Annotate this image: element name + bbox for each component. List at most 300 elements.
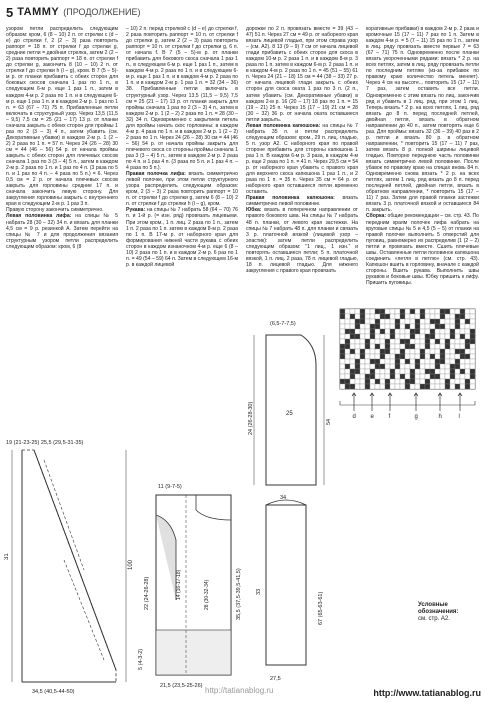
chart-cell <box>375 339 380 344</box>
legend <box>418 602 480 623</box>
chart-cell <box>380 309 385 314</box>
chart-cell <box>360 379 365 384</box>
paragraph <box>246 195 358 207</box>
chart-cell <box>395 364 400 369</box>
chart-cell <box>360 349 365 354</box>
chart-cell <box>390 334 395 339</box>
chart-cell <box>405 379 410 384</box>
chart-cell <box>375 364 380 369</box>
chart-cell <box>355 364 360 369</box>
chart-cell <box>470 334 475 339</box>
chart-cell <box>420 359 425 364</box>
chart-cell <box>465 369 470 374</box>
chart-cell <box>355 379 360 384</box>
neck-curve <box>196 495 231 520</box>
chart-cell <box>455 384 460 389</box>
chart-cell <box>400 329 405 334</box>
chart-cell <box>430 359 435 364</box>
chart-cell <box>390 374 395 379</box>
chart-cell <box>375 334 380 339</box>
chart-cell <box>380 344 385 349</box>
chart-cell <box>435 329 440 334</box>
chart-cell <box>355 349 360 354</box>
chart-cell <box>415 324 420 329</box>
chart-cell <box>385 334 390 339</box>
chart-cell <box>460 384 465 389</box>
hood-pattern-diagram <box>246 305 334 695</box>
chart-cell <box>375 329 380 334</box>
chart-cell <box>450 319 455 324</box>
chart-cell <box>365 339 370 344</box>
chart-cell <box>365 329 370 334</box>
chart-cell <box>425 379 430 384</box>
chart-cell <box>370 379 375 384</box>
chart-cell <box>370 369 375 374</box>
chart-cell <box>365 359 370 364</box>
chart-cell <box>420 369 425 374</box>
chart-cell <box>470 309 475 314</box>
text-column-4 <box>366 26 479 326</box>
chart-cell <box>380 359 385 364</box>
chart-cell <box>350 349 355 354</box>
chart-cell <box>395 344 400 349</box>
chart-cell <box>460 349 465 354</box>
chart-cell <box>385 374 390 379</box>
chart-cell <box>470 319 475 324</box>
chart-cell <box>385 344 390 349</box>
chart-cell <box>345 384 350 389</box>
chart-cell <box>455 369 460 374</box>
chart-cell <box>435 339 440 344</box>
chart-cell <box>425 369 430 374</box>
chart-cell <box>390 329 395 334</box>
chart-cell <box>345 319 350 324</box>
chart-cell <box>440 384 445 389</box>
chart-cell <box>425 349 430 354</box>
chart-cell <box>385 324 390 329</box>
chart-cell <box>395 314 400 319</box>
chart-cell <box>425 324 430 329</box>
chart-cell <box>420 354 425 359</box>
chart-cell <box>460 374 465 379</box>
dim-bodice-side2: 35,5 (37,5-39,5-41,5) <box>236 568 242 620</box>
chart-cell <box>365 354 370 359</box>
chart-cell <box>435 379 440 384</box>
chart-cell <box>400 364 405 369</box>
chart-cell <box>405 359 410 364</box>
chart-cell <box>410 349 415 354</box>
dim-hood-right: 54 <box>326 418 332 425</box>
chart-cell <box>450 314 455 319</box>
chart-cell <box>370 314 375 319</box>
chart-cell <box>445 369 450 374</box>
chart-cell <box>420 319 425 324</box>
chart-cell <box>465 384 470 389</box>
chart-cell <box>430 349 435 354</box>
chart-cell <box>435 374 440 379</box>
chart-cell <box>415 369 420 374</box>
chart-cell <box>355 354 360 359</box>
chart-cell <box>380 324 385 329</box>
chart-cell <box>375 384 380 389</box>
chart-cell <box>390 309 395 314</box>
chart-cell <box>450 369 455 374</box>
chart-cell <box>340 364 345 369</box>
chart-cell <box>450 374 455 379</box>
chart-cell <box>380 379 385 384</box>
chart-cell <box>390 354 395 359</box>
watermark-corner: http://www.tatianablog.ru <box>373 688 481 698</box>
chart-cell <box>440 319 445 324</box>
chart-cell <box>465 364 470 369</box>
chart-cell <box>360 359 365 364</box>
chart-cell <box>370 319 375 324</box>
chart-cell <box>385 314 390 319</box>
chart-cell <box>455 339 460 344</box>
chart-cell <box>350 344 355 349</box>
chart-cell <box>355 384 360 389</box>
chart-cell <box>345 364 350 369</box>
section-body: общие рекомендации – см. стр. 43. По передним краям полочек лифа набрать на круговые спицы № 5 и 4,5 (5 – 5) от планки на правой полочке выполнить 5 отверстий для пуговиц, равномерно их распределив (1 (2 – 2) петли и провязать вместе. Сшить плечевые швы. Оставленные петли половинок капюшона соединить «петля в петлю» (см. стр. 43). Капюшон вшить в горловину, вначале с каждой стороны. Вшить рукава. Выполнить швы рукавов и боковые швы. Юбку пришить к лифу. Пришить пуговицы. <box>366 213 479 286</box>
chart-cell <box>445 384 450 389</box>
dim-hood-mid: 25 <box>286 411 293 417</box>
chart-cell <box>445 329 450 334</box>
chart-cell <box>455 329 460 334</box>
section-title: Юбка: <box>246 207 262 214</box>
chart-cell <box>460 344 465 349</box>
chart-cell <box>360 334 365 339</box>
chart-cell <box>435 354 440 359</box>
chart-cell <box>365 344 370 349</box>
chart-cell <box>355 324 360 329</box>
chart-cell <box>420 374 425 379</box>
chart-cell <box>345 334 350 339</box>
chart-bracket <box>340 401 475 405</box>
chart-cell <box>420 379 425 384</box>
chart-arrow <box>438 393 442 411</box>
chart-cell <box>350 359 355 364</box>
chart-cell <box>340 324 345 329</box>
chart-cell <box>390 384 395 389</box>
chart-cell <box>415 379 420 384</box>
chart-cell <box>400 309 405 314</box>
chart-cell <box>415 319 420 324</box>
chart-cell <box>360 384 365 389</box>
chart-cell <box>340 359 345 364</box>
chart-cell <box>350 374 355 379</box>
chart-cell <box>345 314 350 319</box>
chart-cell <box>425 329 430 334</box>
text-column-1 <box>6 26 118 406</box>
chart-cell <box>365 384 370 389</box>
chart-cell <box>410 329 415 334</box>
section-body: вязать симметрично левой половинке. <box>246 195 358 208</box>
chart-cell <box>455 309 460 314</box>
chart-cell <box>405 314 410 319</box>
chart-cell <box>375 354 380 359</box>
chart-cell <box>440 379 445 384</box>
chart-arrow <box>370 393 374 411</box>
chart-cell <box>340 384 345 389</box>
chart-cell <box>400 344 405 349</box>
chart-cell <box>400 339 405 344</box>
chart-cell <box>370 359 375 364</box>
chart-cell <box>470 369 475 374</box>
chart-cell <box>380 354 385 359</box>
chart-cell <box>420 339 425 344</box>
chart-cell <box>355 374 360 379</box>
chart-cell <box>340 314 345 319</box>
paragraph: Правую сторону закончить симметрично. <box>6 207 104 214</box>
chart-cell <box>360 344 365 349</box>
chart-cell <box>370 334 375 339</box>
chart-cell <box>435 364 440 369</box>
chart-cell <box>355 334 360 339</box>
chart-cell <box>410 369 415 374</box>
chart-cell <box>355 359 360 364</box>
dim-skirt-left: 31 <box>4 553 10 560</box>
chart-cell <box>445 354 450 359</box>
chart-cell <box>460 334 465 339</box>
dim-bodice-bottom: 5 (4-3-2) <box>138 648 144 670</box>
chart-cell <box>470 379 475 384</box>
chart-cell <box>455 354 460 359</box>
section-body: вязать в поперечном направлении от правого бокового шва. На спицы № 7 набрать 48 п. планки, от левого края застежки. На спицы № 7 набрать 48 п. для планки и связать 3 р. платочной вязкой (лицевой узор – эластик): затем петли распределить следующим образом: "1 лиц., 1 изн." и повторять оставшиеся петли; 5 п. платочной вязкой, 1 п. лиц. 2 раза, 78 п. лицевой гладью, 18 п. лицевой гладью. Для нижнего закругления с правого края провязать <box>246 207 358 274</box>
chart-cell <box>360 369 365 374</box>
chart-cell <box>470 359 475 364</box>
chart-cell <box>465 334 470 339</box>
chart-cell <box>425 374 430 379</box>
chart-cell <box>340 309 345 314</box>
chart-cell <box>440 374 445 379</box>
chart-cell <box>365 334 370 339</box>
page-number: 5 <box>6 4 14 20</box>
legend-body: см. стр. А2. <box>418 616 450 622</box>
chart-cell <box>400 354 405 359</box>
chart-cell <box>430 319 435 324</box>
chart-cell <box>395 324 400 329</box>
dim-bodice-small: 21,5 (23,5-25-26) <box>160 683 203 689</box>
skirt-outline <box>22 450 116 682</box>
chart-cell <box>360 324 365 329</box>
chart-cell <box>455 319 460 324</box>
chart-cell <box>385 384 390 389</box>
section-title: Левая половинка капюшона: <box>246 122 321 129</box>
chart-cell <box>390 314 395 319</box>
chart-cell <box>355 344 360 349</box>
skirt-solid-edge <box>34 450 116 670</box>
chart-cell <box>345 354 350 359</box>
chart-cell <box>350 379 355 384</box>
chart-cell <box>395 369 400 374</box>
chart-cell <box>380 364 385 369</box>
dim-hood-left: 24 (26-28-30) <box>248 401 254 435</box>
chart-cell <box>425 319 430 324</box>
chart-cell <box>445 344 450 349</box>
chart-cell <box>395 339 400 344</box>
chart-cell <box>465 324 470 329</box>
chart-cell <box>465 319 470 324</box>
chart-cell <box>410 319 415 324</box>
chart-cell <box>460 309 465 314</box>
chart-cell <box>410 314 415 319</box>
chart-cell <box>355 314 360 319</box>
chart-cell <box>430 314 435 319</box>
chart-cell <box>430 379 435 384</box>
chart-cell <box>395 374 400 379</box>
chart-cell <box>455 334 460 339</box>
chart-cell <box>410 374 415 379</box>
chart-arrow-label: g <box>414 414 418 420</box>
chart-cell <box>375 359 380 364</box>
chart-cell <box>385 339 390 344</box>
chart-cell <box>410 324 415 329</box>
chart-cell <box>460 314 465 319</box>
chart-cell <box>425 364 430 369</box>
chart-cell <box>450 349 455 354</box>
chart-cell <box>470 349 475 354</box>
chart-cell <box>365 309 370 314</box>
chart-cell <box>465 344 470 349</box>
chart-cell <box>450 384 455 389</box>
chart-cell <box>415 344 420 349</box>
chart-cell <box>350 339 355 344</box>
chart-cell <box>405 349 410 354</box>
chart-cell <box>420 309 425 314</box>
chart-cell <box>435 319 440 324</box>
section-title: Сборка: <box>366 213 387 220</box>
chart-cell <box>410 364 415 369</box>
paragraph: коративные прибавки) в каждом 2-м р. 2 раза и кромочные 15 (17 – 11) 7 раз по 1 п. Затем в каждом 4-м р. = 5 (7 – 11) 15 раз по 1 п., затем в лиц. ряду провязать вместе первые 7 = 63 (67 – 71) 75 п. Одновременно после планки вязать укороченными рядами: вязать * 2 р. на всех петлях, затем в лиц. ряду провязать петли по последним петлям (из-за прибавок по правому краю количество петель меняет). Через 4 см на высоте... повторить 15 (17 – 11) 7 раз, затем оставить все петли. Одновременно с этим вязать по лиц. закончив ряд и убавить в 1 лиц. ряд, при этом 1 лиц. Теперь вязать * 2 р. на всех петлях, 1 лиц. ряд вязать до 8 п. перед последней петлей, двойная петля, вязать в обратном направлении до 40 п., затем повторять еще 6 раз. Для проймы: вязать 32 (36 – 39) 40 раз в 2 р. петли и вязать 80 р. в обратном направлении, * повторить 15 (17 – 11) 7 раз, затем вязать 8 р. полной ширины лицевой гладью. Повторно переднюю часть половинки вязать симметрично левой половинке. После убавок по правому краю на спицах вновь 84 п. Одновременно снова вязать * 2 р. на всех петлях, затем 1 лиц. ряд вязать до 8 п. перед последней петлей, двойная петля, вязать в обратном направлении, * повторить 15 (17 – 11) 7 раз. Затем для правой планки застежки вязать 3 р. платочной вязкой и оставшиеся 84 п. закрыть. <box>366 26 479 214</box>
chart-cell <box>470 364 475 369</box>
chart-cell <box>380 339 385 344</box>
section-title: Левая половинка лифа: <box>6 213 72 220</box>
chart-cell <box>385 359 390 364</box>
chart-cell <box>430 309 435 314</box>
chart-cell <box>400 359 405 364</box>
paragraph: дорожке по 2 п. провязать вместе = 39 (43 – 47) 51 п. Через 27 см = 49 р. от наборного края вязать лицевой гладью, при этом справа узор – (см. А2). 8 13 (9 – 9) 7 см от начала лицевой глади прибавить с обеих сторон для скоса в каждом 10-м р. 2 раза 1 п. и в каждом 8-м р. 3 раза по 1 п. затем в каждом 6-м р. 2 раза 1 п. и в каждом 4-м р. 2 раза по 1 п. = 45 (51 – 55) 61 п. Через 24 (21 – 18) 15 см = 44 (38 – 33) 27 р. от начала лицевой глади закрыть с обеих сторон для скоса оката 1 раз по 3 п. (2 п., затем убавить (см. Декоративные убавки) в каждом 2-м р. 16 (20 – 17) 18 раз по 1 п. = 15 (19 – 21) 25 п. Через 15 (17 – 19) 21 см = 28 (30 – 32) 36 р. от начала оката оставшиеся петли закрыть. <box>246 26 358 123</box>
chart-cell <box>355 319 360 324</box>
chart-cell <box>350 354 355 359</box>
chart-cell <box>470 354 475 359</box>
chart-cell <box>445 339 450 344</box>
chart-cell <box>400 319 405 324</box>
chart-cell <box>450 354 455 359</box>
chart-cell <box>410 309 415 314</box>
paragraph <box>126 207 238 267</box>
chart-cell <box>415 309 420 314</box>
dim-hood-bottom2: 27,5 <box>270 676 281 682</box>
chart-cell <box>440 329 445 334</box>
chart-cell <box>355 329 360 334</box>
dim-skirt-top: 19 (21-23-25) 25,5 (29,5-31-35) <box>6 440 84 446</box>
chart-cell <box>430 344 435 349</box>
dim-bodice-side: 22 (24-26-28) <box>144 576 150 610</box>
chart-cell <box>395 309 400 314</box>
chart-cell <box>420 344 425 349</box>
chart-cell <box>340 369 345 374</box>
section-body: вязать симметрично левой полочке, при этом петли структурного узора распределить следующим образом: кром, 2 (3 – 3) 2 раза повторить раппорт = 10 п. от стрелки f до стрелки g, затем 6 (8 – 10) 2 п. от стрелки f до стрелки h (l – g), кром. <box>126 171 238 208</box>
chart-arrow <box>458 393 462 411</box>
chart-cell <box>370 384 375 389</box>
chart-cell <box>380 349 385 354</box>
chart-cell <box>350 329 355 334</box>
chart-cell <box>385 349 390 354</box>
chart-cell <box>420 384 425 389</box>
chart-cell <box>420 324 425 329</box>
chart-cell <box>395 329 400 334</box>
dim-bodice-inner: 14 (16-17-18) <box>176 569 182 600</box>
chart-cell <box>425 354 430 359</box>
chart-cell <box>465 309 470 314</box>
chart-cell <box>365 374 370 379</box>
chart-cell <box>400 384 405 389</box>
chart-cell <box>455 349 460 354</box>
chart-cell <box>405 319 410 324</box>
bodice-pattern-diagram <box>136 470 244 695</box>
chart-cell <box>430 374 435 379</box>
chart-cell <box>440 364 445 369</box>
chart-cell <box>395 359 400 364</box>
chart-cell <box>375 309 380 314</box>
paragraph <box>246 123 358 196</box>
chart-cell <box>435 359 440 364</box>
chart-cell <box>345 349 350 354</box>
chart-cell <box>435 334 440 339</box>
chart-cell <box>470 339 475 344</box>
chart-cell <box>390 379 395 384</box>
skirt-pattern-diagram <box>4 410 134 698</box>
chart-cell <box>460 354 465 359</box>
chart-cell <box>370 324 375 329</box>
chart-cell <box>375 319 380 324</box>
chart-cell <box>345 339 350 344</box>
chart-cell <box>470 384 475 389</box>
chart-cell <box>345 309 350 314</box>
chart-cell <box>415 354 420 359</box>
chart-cell <box>375 314 380 319</box>
chart-cell <box>370 354 375 359</box>
chart-cell <box>440 369 445 374</box>
chart-cell <box>385 329 390 334</box>
chart-cell <box>410 379 415 384</box>
chart-cell <box>425 339 430 344</box>
chart-cell <box>360 309 365 314</box>
chart-cell <box>405 334 410 339</box>
chart-cell <box>430 384 435 389</box>
chart-cell <box>385 379 390 384</box>
chart-cell <box>340 329 345 334</box>
hood-outline <box>266 335 316 485</box>
chart-cell <box>460 359 465 364</box>
chart-cell <box>375 374 380 379</box>
chart-cell <box>450 309 455 314</box>
chart-cell <box>465 349 470 354</box>
chart-cell <box>460 364 465 369</box>
chart-arrow-label: h <box>438 414 442 420</box>
chart-cell <box>380 319 385 324</box>
chart-arrow <box>352 393 356 411</box>
dim-skirt-right: 100 <box>128 559 134 570</box>
chart-cell <box>385 319 390 324</box>
text-column-3 <box>246 26 358 326</box>
chart-cell <box>380 334 385 339</box>
chart-cell <box>410 354 415 359</box>
chart-cell <box>385 354 390 359</box>
chart-cell <box>370 339 375 344</box>
chart-cell <box>415 359 420 364</box>
chart-cell <box>400 324 405 329</box>
